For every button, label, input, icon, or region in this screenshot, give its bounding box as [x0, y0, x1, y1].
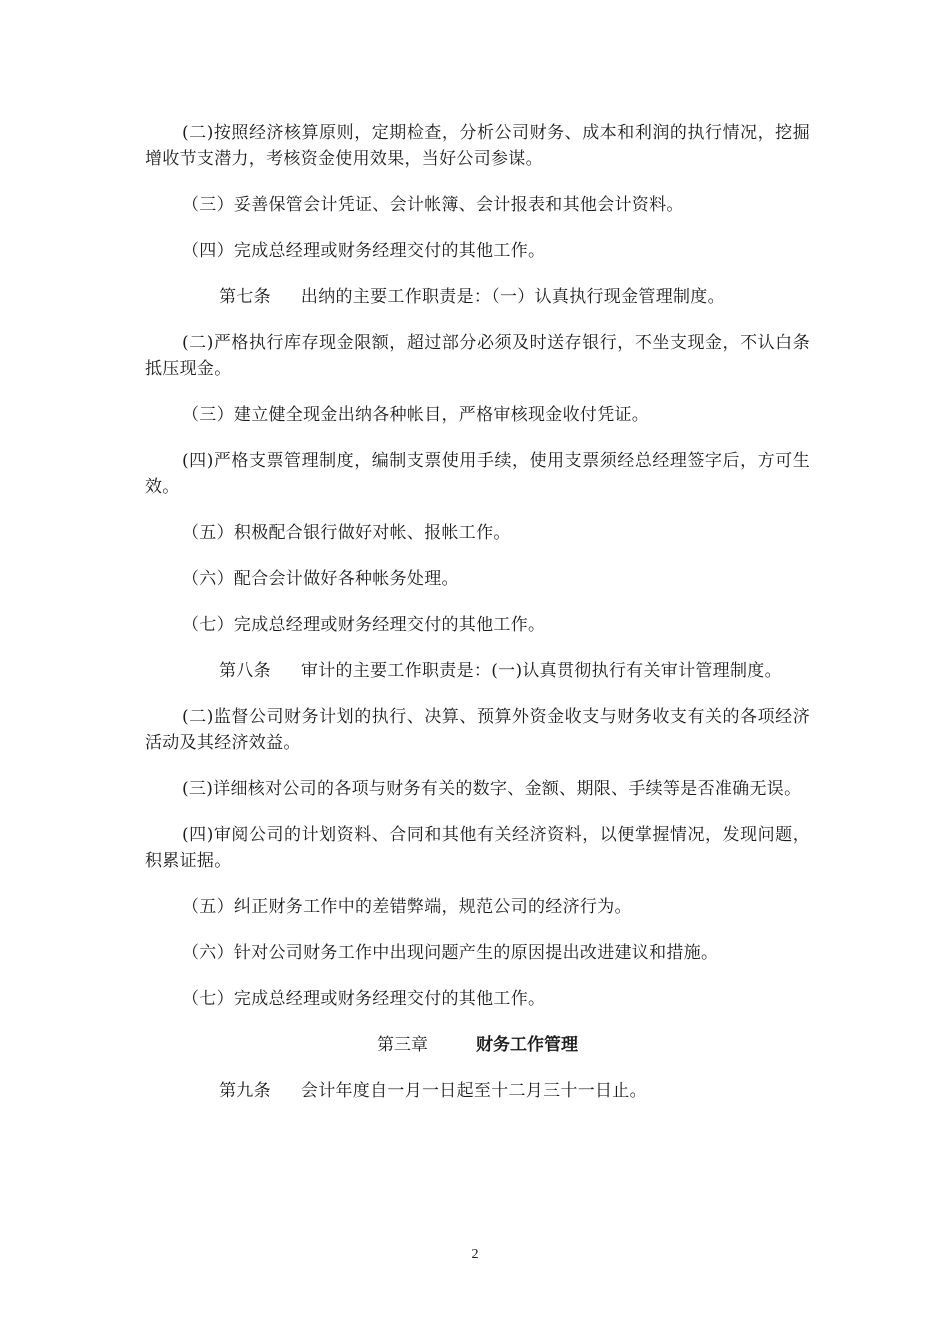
paragraph: （五）积极配合银行做好对帐、报帐工作。	[182, 523, 511, 543]
paragraph: (三)详细核对公司的各项与财务有关的数字、金额、期限、手续等是否准确无误。	[182, 779, 802, 799]
article-number: 第八条	[219, 661, 271, 681]
paragraph: （五）纠正财务工作中的差错弊端，规范公司的经济行为。	[182, 897, 632, 917]
document-page	[145, 120, 810, 1124]
chapter-number: 第三章	[377, 1035, 428, 1055]
article-7	[145, 284, 810, 310]
paragraph: （六）针对公司财务工作中出现问题产生的原因提出改进建议和措施。	[182, 943, 719, 963]
article-text: 会计年度自一月一日起至十二月三十一日止。	[300, 1081, 647, 1101]
paragraph: （七）完成总经理或财务经理交付的其他工作。	[182, 615, 546, 635]
article-number: 第九条	[219, 1081, 271, 1101]
paragraph: （四）完成总经理或财务经理交付的其他工作。	[182, 241, 546, 261]
article-text: 出纳的主要工作职责是：（一）认真执行现金管理制度。	[300, 287, 725, 307]
page-number: 2	[471, 1247, 479, 1262]
article-9	[145, 1078, 810, 1104]
article-number: 第七条	[219, 287, 271, 307]
chapter-title: 财务工作管理	[476, 1035, 578, 1055]
paragraph: （三）妥善保管会计凭证、会计帐簿、会计报表和其他会计资料。	[182, 195, 684, 215]
paragraph: (二)按照经济核算原则，定期检查，分析公司财务、成本和利润的执行情况，挖掘增收节支潜力，考核资金使用效果，当好公司参谋。	[145, 123, 810, 169]
paragraph: (四)严格支票管理制度，编制支票使用手续，使用支票须经总经理签字后，方可生效。	[145, 451, 810, 497]
article-8	[145, 658, 810, 684]
article-text: 审计的主要工作职责是：(一)认真贯彻执行有关审计管理制度。	[300, 661, 782, 681]
paragraph: （三）建立健全现金出纳各种帐目，严格审核现金收付凭证。	[182, 405, 650, 425]
chapter-heading	[145, 1032, 810, 1058]
paragraph: （七）完成总经理或财务经理交付的其他工作。	[182, 989, 546, 1009]
paragraph: (二)监督公司财务计划的执行、决算、预算外资金收支与财务收支有关的各项经济活动及其经济效益。	[145, 707, 810, 753]
paragraph: (四)审阅公司的计划资料、合同和其他有关经济资料，以便掌握情况，发现问题，积累证据。	[145, 825, 810, 871]
paragraph: (二)严格执行库存现金限额，超过部分必须及时送存银行，不坐支现金，不认白条抵压现金。	[145, 333, 810, 379]
paragraph: （六）配合会计做好各种帐务处理。	[182, 569, 459, 589]
